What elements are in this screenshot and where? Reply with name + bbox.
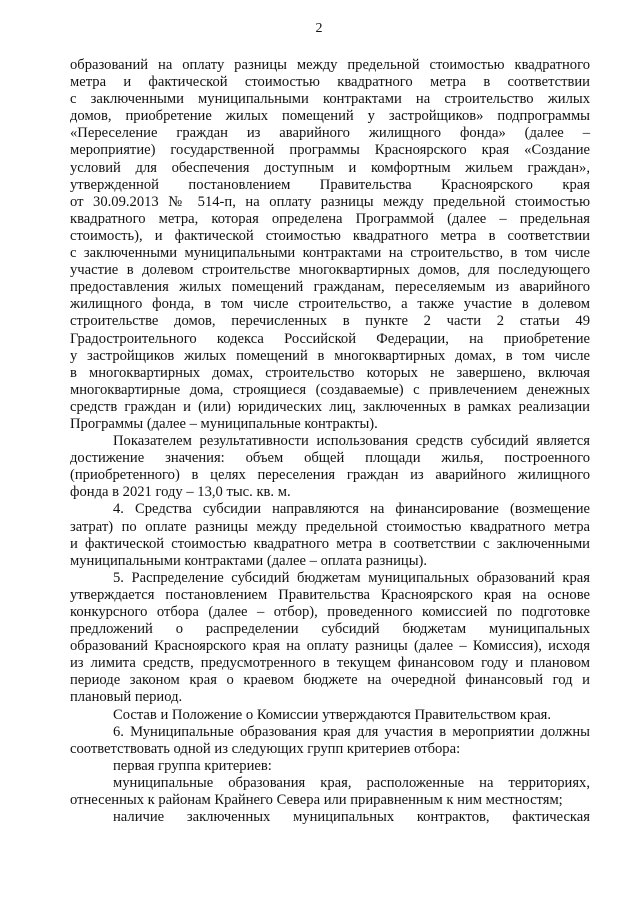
text-line: достижение значения: объем общей площади жилья, построенного [70,450,590,467]
text-line: предложений о распределении субсидий бюджетам муниципальных [70,621,590,638]
text-line: с заключенными муниципальными контрактами на строительство жилых [70,91,590,108]
text-line: многоквартирные дома, строящиеся (создаваемые) с привлечением денежных [70,381,590,398]
text-line: 4. Средства субсидии направляются на финансирование (возмещение [113,501,590,518]
text-line: соответствовать одной из следующих групп критериев отбора: [70,740,461,757]
text-line: фонда в 2021 году – 13,0 тыс. кв. м. [70,484,291,501]
text-line: строительстве домов, перечисленных в пункте 2 части 2 статьи 49 [70,313,590,330]
text-line: Состав и Положение о Комиссии утверждаются Правительством края. [113,706,552,723]
text-line: участие в долевом строительстве многоквартирных домов, для последующего [70,262,590,279]
text-line: муниципальные образования края, расположенные на территориях, [113,774,590,791]
text-line: средств граждан и (или) юридических лиц, заключенных в рамках реализации [70,398,590,415]
document-body [70,57,590,826]
text-line: условий для обеспечения доступным и комфортным жильем граждан», [70,159,590,176]
text-line: у застройщиков жилых помещений в многоквартирных домах, в том числе [70,347,590,364]
text-line: образований на оплату разницы между предельной стоимостью квадратного [70,57,590,73]
text-line: отнесенных к районам Крайнего Севера или приравненным к ним местностям; [70,792,563,809]
text-line: образований Красноярского края на оплату разницы (далее – Комиссия), исходя [70,638,590,655]
page-number: 2 [315,21,323,36]
text-line: метра и фактической стоимостью квадратного метра в соответствии [70,74,590,91]
text-line: Градостроительного кодекса Российской Федерации, на приобретение [70,330,590,347]
text-line: периоде законом края о краевом бюджете на очередной финансовый год и [70,672,590,689]
text-line: из лимита средств, предусмотренного в текущем финансовом году и плановом [70,655,590,672]
text-line: предоставления жилых помещений гражданам, переселяемым из аварийного [70,279,590,296]
text-line: домов, приобретение жилых помещений у застройщиков» подпрограммы [70,108,590,125]
text-line: утвержденной постановлением Правительства Красноярского края [70,176,590,193]
text-line: 5. Распределение субсидий бюджетам муниципальных образований края [113,569,590,586]
text-line: затрат) по оплате разницы между предельной стоимостью квадратного метра [70,518,590,535]
text-line: «Переселение граждан из аварийного жилищного фонда» (далее – [70,125,590,142]
text-line: Показателем результативности использования средств субсидий является [113,433,590,450]
text-line: утверждается постановлением Правительства Красноярского края на основе [70,586,590,603]
text-line: конкурсного отбора (далее – отбор), проведенного комиссией по подготовке [70,604,590,620]
text-line: 6. Муниципальные образования края для участия в мероприятии должны [113,723,590,740]
text-line: от 30.09.2013 № 514-п, на оплату разницы между предельной стоимостью [70,193,590,210]
text-line: Программы (далее – муниципальные контракты). [70,415,378,432]
text-line: муниципальными контрактами (далее – оплата разницы). [70,552,428,569]
text-line: в многоквартирных домах, строительство которых не завершено, включая [70,364,590,381]
text-line: с заключенными муниципальными контрактами на строительство, в том числе [70,245,590,262]
text-line: жилищного фонда, в том числе строительство, а также участие в долевом [70,296,590,313]
text-line: первая группа критериев: [113,757,272,774]
text-line: (приобретенного) в целях переселения граждан из аварийного жилищного [70,467,590,484]
text-line: мероприятие) государственной программы Красноярского края «Создание [70,142,590,159]
text-line: плановый период. [70,689,183,706]
text-line: и фактической стоимостью квадратного метра в соответствии с заключенными [70,535,590,552]
text-line: квадратного метра, которая определена Программой (далее – предельная [70,210,590,227]
text-line: наличие заключенных муниципальных контрактов, фактическая [113,809,590,826]
text-line: стоимость), и фактической стоимостью квадратного метра в соответствии [70,227,590,244]
